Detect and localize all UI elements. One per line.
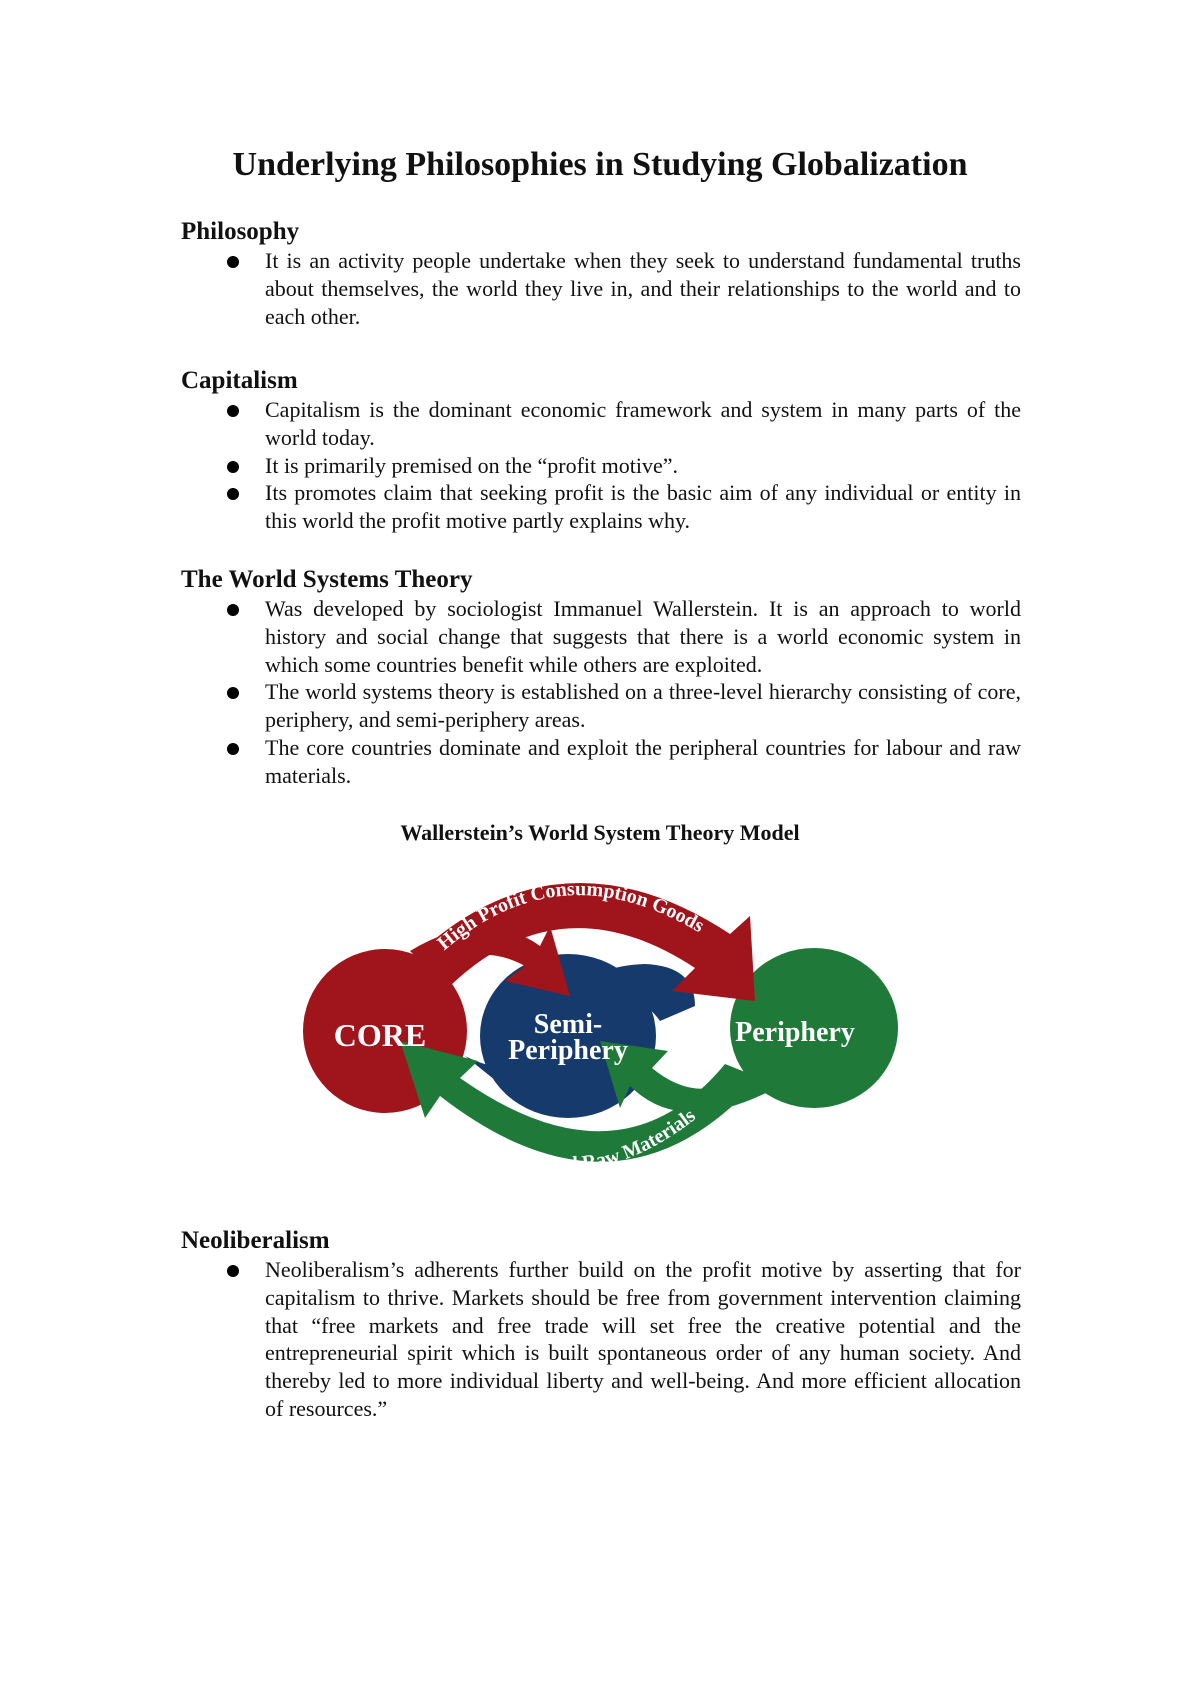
bullet-icon [227, 604, 239, 616]
bullet-item [181, 452, 1021, 480]
bullet-icon [227, 687, 239, 699]
bullet-icon [227, 743, 239, 755]
bullet-item [181, 678, 1021, 734]
bullet-text: Neoliberalism’s adherents further build on the profit motive by asserting that for capitalism to thrive. Markets should be free from government intervention claiming that “free markets and free trade will set free the creative potential and the entrepreneurial spirit which is built spontaneous order of any human society. And thereby led to more individual liberty and well-being. And more efficient allocation of resources.” [265, 1257, 1021, 1421]
bullet-item [181, 247, 1021, 330]
section-heading: Philosophy [181, 218, 300, 245]
bullet-item [181, 595, 1021, 678]
bullet-icon [227, 1265, 239, 1277]
bullet-item [181, 734, 1021, 790]
periphery-label: Periphery [735, 1017, 855, 1048]
bottom-arrow-label-path: Cheap Labor and Raw Materials [435, 1104, 700, 1176]
bullet-text: Capitalism is the dominant economic framework and system in many parts of the world today. [265, 397, 1021, 450]
semi-periphery-label-line1: Semi- [533, 1009, 603, 1040]
bullet-item [181, 1256, 1021, 1423]
bullet-icon [227, 256, 239, 268]
section-heading: Neoliberalism [181, 1227, 330, 1254]
section-heading: The World Systems Theory [181, 566, 473, 593]
section-world-systems-theory [181, 565, 1021, 790]
bullet-text: The world systems theory is established on a three-level hierarchy consisting of core, periphery, and semi-periphery areas. [265, 679, 1021, 733]
bullet-text: The core countries dominate and exploit the peripheral countries for labour and raw materials. [265, 734, 1021, 788]
bullet-icon [227, 461, 239, 473]
section-philosophy [181, 217, 1021, 330]
bullet-list [181, 1256, 1021, 1423]
section-capitalism [181, 366, 1021, 535]
bullet-list [181, 247, 1021, 330]
section-neoliberalism [181, 1226, 1021, 1423]
section-heading: Capitalism [181, 367, 298, 394]
bullet-item [181, 479, 1021, 535]
semi-periphery-label-line2: Periphery [508, 1035, 628, 1066]
bullet-text: Was developed by sociologist Immanuel Wallerstein. It is an approach to world history and social change that suggests that there is a world economic system in which some countries benefit while others are exploited. [265, 596, 1021, 677]
bullet-list [181, 595, 1021, 790]
page-title: Underlying Philosophies in Studying Globalization [232, 146, 968, 183]
core-label: CORE [333, 1017, 427, 1053]
bullet-text: It is an activity people undertake when they seek to understand fundamental truths about themselves, the world they live in, and their relationships to the world and to each other. [265, 248, 1021, 329]
world-system-diagram [300, 846, 900, 1186]
top-arrow-label-path: High Profit Consumption Goods [433, 878, 709, 955]
bullet-item [181, 396, 1021, 452]
bullet-icon [227, 488, 239, 500]
figure-title: Wallerstein’s World System Theory Model [400, 820, 800, 845]
bullet-text: It is primarily premised on the “profit motive”. [265, 452, 679, 478]
bullet-list [181, 396, 1021, 535]
bullet-text: Its promotes claim that seeking profit is the basic aim of any individual or entity in this world the profit motive partly explains why. [265, 480, 1021, 534]
bullet-icon [227, 405, 239, 417]
